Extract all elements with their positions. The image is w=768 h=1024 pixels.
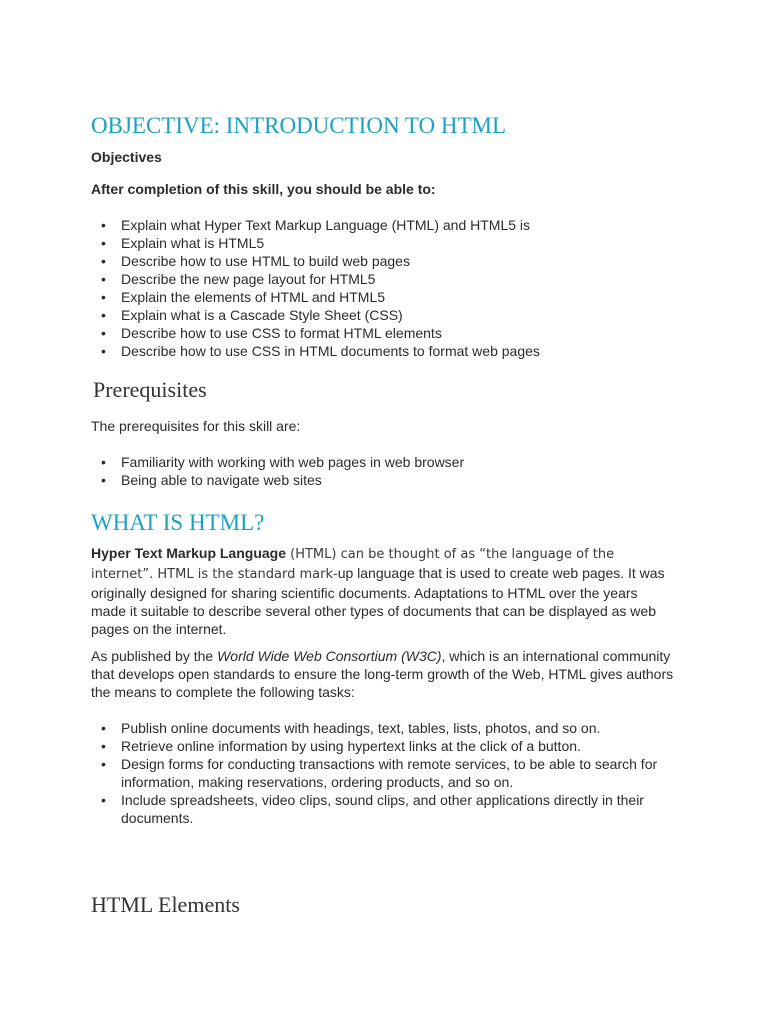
main-heading: OBJECTIVE: INTRODUCTION TO HTML	[91, 113, 507, 138]
list-item: • Retrieve online information by using hypertext links at the click of a button.	[91, 737, 691, 755]
list-item: • Include spreadsheets, video clips, sound clips, and other applications directly in their documents.	[91, 791, 691, 827]
list-item: • Describe how to use CSS to format HTML elements	[91, 324, 691, 342]
prerequisites-heading: Prerequisites	[93, 377, 207, 402]
w3c-paragraph	[91, 647, 676, 701]
term-lead: Hyper Text Markup Language	[91, 545, 287, 561]
list-item: • Explain what is a Cascade Style Sheet (CSS)	[91, 306, 691, 324]
list-item: • Describe how to use HTML to build web pages	[91, 252, 691, 270]
prerequisites-list	[91, 453, 691, 489]
list-item: • Explain what is HTML5	[91, 234, 691, 252]
list-item: • Publish online documents with headings, text, tables, lists, photos, and so on.	[91, 719, 691, 737]
what-is-html-paragraph	[91, 544, 676, 638]
list-item: • Explain the elements of HTML and HTML5	[91, 288, 691, 306]
objectives-label: Objectives	[91, 149, 162, 165]
objectives-list	[91, 216, 691, 360]
paragraph-text-a: (HTML) can be thought of as “the language of the internet”. HTML is the standard mark-	[91, 547, 615, 582]
completion-label: After completion of this skill, you should be able to:	[91, 181, 436, 197]
what-is-html-heading: WHAT IS HTML?	[91, 510, 265, 535]
html-elements-heading: HTML Elements	[91, 892, 240, 917]
paragraph-post: , which is an international community that develops open standards to ensure the long-term growth of the Web, HTML gives authors the means to complete the following tasks:	[91, 648, 674, 700]
prerequisites-intro: The prerequisites for this skill are:	[91, 418, 301, 434]
paragraph-text-b: up language that is used to create web pages. It was originally designed for sharing scientific documents. Adaptations to HTML over the years made it suitable to describe several other types of documents that can be displayed as web pages on the internet.	[91, 565, 665, 637]
paragraph-pre: As published by the	[91, 648, 218, 664]
list-item: • Familiarity with working with web pages in web browser	[91, 453, 691, 471]
list-item: • Explain what Hyper Text Markup Language (HTML) and HTML5 is	[91, 216, 691, 234]
list-item: • Design forms for conducting transactions with remote services, to be able to search for information, making reservations, ordering products, and so on.	[91, 755, 691, 791]
list-item: • Describe the new page layout for HTML5	[91, 270, 691, 288]
list-item: • Describe how to use CSS in HTML documents to format web pages	[91, 342, 691, 360]
list-item: • Being able to navigate web sites	[91, 471, 691, 489]
tasks-list	[91, 719, 691, 827]
w3c-name: World Wide Web Consortium (W3C)	[217, 648, 442, 664]
